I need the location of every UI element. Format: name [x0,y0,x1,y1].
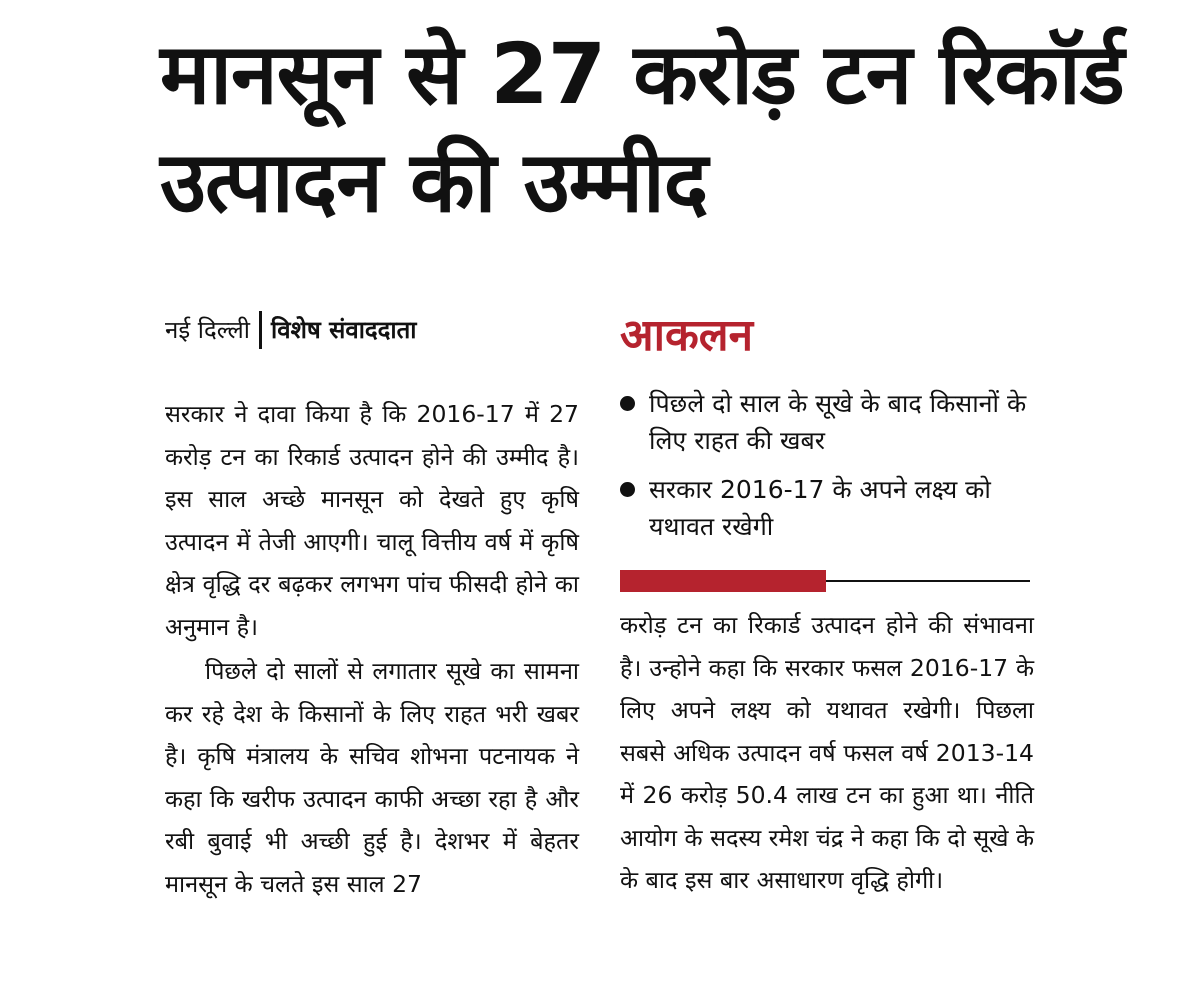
sidebar-box-points [620,385,1050,557]
byline-separator [259,311,262,349]
bullet-icon [620,396,635,411]
headline: मानसून से 27 करोड़ टन रिकॉर्ड उत्पादन की उम्मीद [160,25,1124,231]
sidebar-box-point [620,471,1050,545]
article-paragraph: सरकार ने दावा किया है कि 2016-17 में 27 करोड़ टन का रिकार्ड उत्पादन होने की उम्मीद है। इस साल अच्छे मानसून को देखते हुए कृषि उत्पादन में तेजी आएगी। चालू वित्तीय वर्ष में कृषि क्षेत्र वृद्धि दर बढ़कर लगभग पांच फीसदी होने का अनुमान है। [165,400,579,641]
article-paragraph: पिछले दो सालों से लगातार सूखे का सामना कर रहे देश के किसानों के लिए राहत भरी खबर है। कृषि मंत्रालय के सचिव शोभना पटनायक ने कहा कि खरीफ उत्पादन काफी अच्छा रहा है और रबी बुवाई भी अच्छी हुई है। देशभर में बेहतर मानसून के चलते इस साल 27 [165,657,579,898]
divider-accent-bar [620,570,826,592]
bullet-icon [620,482,635,497]
article-paragraph: करोड़ टन का रिकार्ड उत्पादन होने की संभावना है। उन्होने कहा कि सरकार फसल 2016-17 के लिए अपने लक्ष्य को यथावत रखेगी। पिछला सबसे अधिक उत्पादन वर्ष फसल वर्ष 2013-14 में 26 करोड़ 50.4 लाख टन का हुआ था। नीति आयोग के सदस्य रमेश चंद्र ने कहा कि दो सूखे के के बाद इस बार असाधारण वृद्धि होगी। [620,611,1034,894]
article-column-right [620,604,1034,902]
sidebar-box-point [620,385,1050,459]
divider-rule [826,580,1030,582]
byline-location: नई दिल्ली [165,316,251,344]
byline [165,310,417,350]
article-column-left [165,393,579,905]
section-divider [620,570,1030,592]
sidebar-box-point-text: पिछले दो साल के सूखे के बाद किसानों के लिए राहत की खबर [649,389,1027,455]
byline-author: विशेष संवाददाता [271,316,417,344]
sidebar-box-point-text: सरकार 2016-17 के अपने लक्ष्य को यथावत रखेगी [649,475,991,541]
sidebar-box-title: आकलन [620,310,754,361]
